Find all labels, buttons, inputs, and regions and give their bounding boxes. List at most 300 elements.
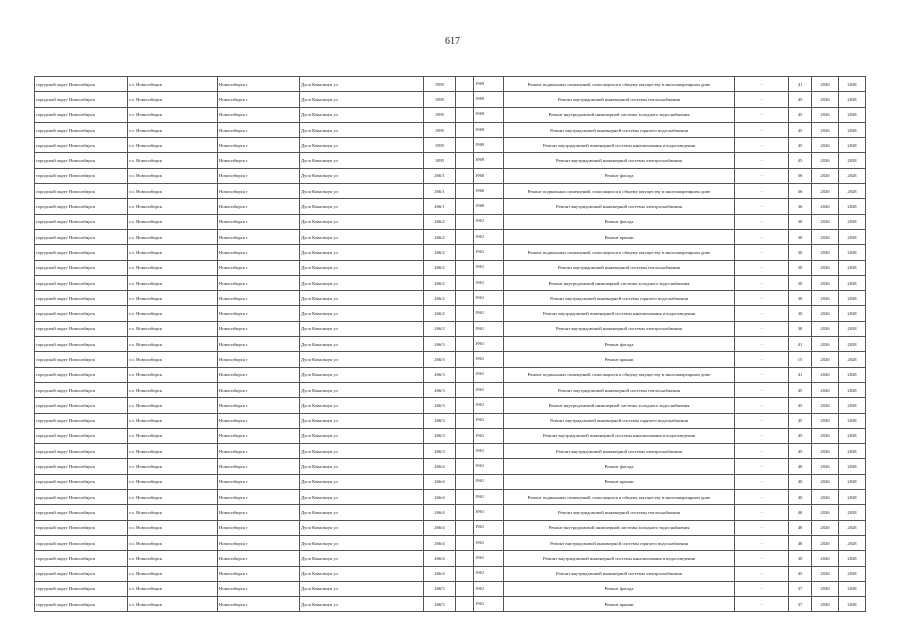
house-cell: 266/4: [424, 490, 456, 505]
work-type-cell: Ремонт внутридомовой инженерной системы холодного водоснабжения: [504, 520, 735, 535]
work-type-cell: Ремонт внутридомовой инженерной системы электроснабжения: [504, 321, 735, 336]
year-end-cell: 2028: [839, 444, 866, 459]
city-cell: Новосибирск г: [218, 275, 300, 290]
street-cell: Дуси Ковальчук ул: [300, 321, 424, 336]
district-cell: г.о. Новосибирск: [128, 382, 218, 397]
spacer-cell: [456, 291, 474, 306]
year-start-cell: 2026: [812, 551, 839, 566]
table-row: [35, 153, 866, 168]
year-end-cell: 2028: [839, 474, 866, 489]
street-cell: Дуси Ковальчук ул: [300, 352, 424, 367]
cost-cell: -: [735, 566, 789, 581]
street-cell: Дуси Ковальчук ул: [300, 199, 424, 214]
city-cell: Новосибирск г: [218, 398, 300, 413]
year-end-cell: 2028: [839, 597, 866, 612]
volume-cell: 30: [789, 260, 812, 275]
work-type-cell: Ремонт подвальных помещений, относящихся к общему имуществу в многоквартирном доме: [504, 77, 735, 92]
table-row: [35, 291, 866, 306]
city-cell: Новосибирск г: [218, 444, 300, 459]
table-row: [35, 520, 866, 535]
district-cell: г.о. Новосибирск: [128, 275, 218, 290]
city-cell: Новосибирск г: [218, 352, 300, 367]
year-start-cell: 2026: [812, 153, 839, 168]
table-row: [35, 107, 866, 122]
spacer-cell: [456, 367, 474, 382]
year-end-cell: 2028: [839, 77, 866, 92]
year-end-cell: 2028: [839, 490, 866, 505]
district-cell: г.о. Новосибирск: [128, 474, 218, 489]
year-start-cell: 2026: [812, 122, 839, 137]
volume-cell: 41: [789, 77, 812, 92]
street-cell: Дуси Ковальчук ул: [300, 444, 424, 459]
house-cell: 266/5: [424, 581, 456, 596]
volume-cell: 40: [789, 535, 812, 550]
cost-cell: -: [735, 168, 789, 183]
year-cell: 1961: [474, 505, 504, 520]
work-type-cell: Ремонт фасада: [504, 581, 735, 596]
table-row: [35, 398, 866, 413]
year-start-cell: 2026: [812, 275, 839, 290]
municipality-cell: городской округ Новосибирск: [35, 367, 128, 382]
district-cell: г.о. Новосибирск: [128, 352, 218, 367]
cost-cell: -: [735, 92, 789, 107]
volume-cell: 36: [789, 168, 812, 183]
table-row: [35, 367, 866, 382]
table-row: [35, 275, 866, 290]
street-cell: Дуси Ковальчук ул: [300, 597, 424, 612]
volume-cell: 40: [789, 505, 812, 520]
house-cell: 266/4: [424, 535, 456, 550]
house-cell: 266/2: [424, 229, 456, 244]
street-cell: Дуси Ковальчук ул: [300, 306, 424, 321]
municipality-cell: городской округ Новосибирск: [35, 245, 128, 260]
municipality-cell: городской округ Новосибирск: [35, 92, 128, 107]
municipality-cell: городской округ Новосибирск: [35, 275, 128, 290]
cost-cell: -: [735, 321, 789, 336]
year-cell: 1961: [474, 245, 504, 260]
work-type-cell: Ремонт внутридомовой инженерной системы теплоснабжения: [504, 382, 735, 397]
year-end-cell: 2028: [839, 245, 866, 260]
street-cell: Дуси Ковальчук ул: [300, 337, 424, 352]
municipality-cell: городской округ Новосибирск: [35, 413, 128, 428]
street-cell: Дуси Ковальчук ул: [300, 551, 424, 566]
table-row: [35, 184, 866, 199]
cost-cell: -: [735, 382, 789, 397]
year-start-cell: 2026: [812, 398, 839, 413]
city-cell: Новосибирск г: [218, 459, 300, 474]
table-row: [35, 382, 866, 397]
year-cell: 1960: [474, 199, 504, 214]
municipality-cell: городской округ Новосибирск: [35, 474, 128, 489]
year-end-cell: 2028: [839, 92, 866, 107]
year-cell: 1961: [474, 337, 504, 352]
volume-cell: 45: [789, 122, 812, 137]
year-cell: 1961: [474, 367, 504, 382]
year-start-cell: 2026: [812, 413, 839, 428]
street-cell: Дуси Ковальчук ул: [300, 122, 424, 137]
table-row: [35, 352, 866, 367]
year-cell: 1961: [474, 551, 504, 566]
volume-cell: 15: [789, 352, 812, 367]
work-type-cell: Ремонт внутридомовой инженерной системы теплоснабжения: [504, 92, 735, 107]
volume-cell: 45: [789, 138, 812, 153]
volume-cell: 30: [789, 306, 812, 321]
year-end-cell: 2028: [839, 168, 866, 183]
municipality-cell: городской округ Новосибирск: [35, 520, 128, 535]
house-cell: 266/2: [424, 260, 456, 275]
volume-cell: 30: [789, 229, 812, 244]
year-end-cell: 2028: [839, 367, 866, 382]
year-start-cell: 2026: [812, 382, 839, 397]
municipality-cell: городской округ Новосибирск: [35, 291, 128, 306]
year-start-cell: 2026: [812, 77, 839, 92]
municipality-cell: городской округ Новосибирск: [35, 597, 128, 612]
house-cell: 266/2: [424, 291, 456, 306]
house-cell: 266/3: [424, 413, 456, 428]
city-cell: Новосибирск г: [218, 490, 300, 505]
municipality-cell: городской округ Новосибирск: [35, 459, 128, 474]
street-cell: Дуси Ковальчук ул: [300, 260, 424, 275]
volume-cell: 45: [789, 398, 812, 413]
city-cell: Новосибирск г: [218, 229, 300, 244]
year-end-cell: 2028: [839, 122, 866, 137]
street-cell: Дуси Ковальчук ул: [300, 168, 424, 183]
municipality-cell: городской округ Новосибирск: [35, 260, 128, 275]
table-row: [35, 138, 866, 153]
municipality-cell: городской округ Новосибирск: [35, 337, 128, 352]
year-cell: 1961: [474, 413, 504, 428]
cost-cell: -: [735, 245, 789, 260]
work-type-cell: Ремонт внутридомовой инженерной системы электроснабжения: [504, 566, 735, 581]
district-cell: г.о. Новосибирск: [128, 245, 218, 260]
table-row: [35, 229, 866, 244]
year-start-cell: 2026: [812, 321, 839, 336]
year-end-cell: 2028: [839, 581, 866, 596]
work-type-cell: Ремонт подвальных помещений, относящихся к общему имуществу в многоквартирном доме: [504, 367, 735, 382]
cost-cell: -: [735, 122, 789, 137]
spacer-cell: [456, 428, 474, 443]
year-start-cell: 2026: [812, 107, 839, 122]
street-cell: Дуси Ковальчук ул: [300, 153, 424, 168]
spacer-cell: [456, 337, 474, 352]
house-cell: 266/4: [424, 459, 456, 474]
table-row: [35, 490, 866, 505]
year-end-cell: 2028: [839, 566, 866, 581]
cost-cell: -: [735, 77, 789, 92]
municipality-cell: городской округ Новосибирск: [35, 535, 128, 550]
city-cell: Новосибирск г: [218, 474, 300, 489]
work-type-cell: Ремонт фасада: [504, 337, 735, 352]
year-start-cell: 2026: [812, 199, 839, 214]
spacer-cell: [456, 520, 474, 535]
house-cell: 1895: [424, 77, 456, 92]
year-cell: 1961: [474, 459, 504, 474]
spacer-cell: [456, 199, 474, 214]
year-start-cell: 2026: [812, 184, 839, 199]
district-cell: г.о. Новосибирск: [128, 321, 218, 336]
city-cell: Новосибирск г: [218, 428, 300, 443]
district-cell: г.о. Новосибирск: [128, 413, 218, 428]
spacer-cell: [456, 474, 474, 489]
cost-cell: -: [735, 229, 789, 244]
cost-cell: -: [735, 535, 789, 550]
house-cell: 266/3: [424, 428, 456, 443]
street-cell: Дуси Ковальчук ул: [300, 520, 424, 535]
work-type-cell: Ремонт подвальных помещений, относящихся к общему имуществу в многоквартирном доме: [504, 490, 735, 505]
municipality-cell: городской округ Новосибирск: [35, 321, 128, 336]
city-cell: Новосибирск г: [218, 367, 300, 382]
municipality-cell: городской округ Новосибирск: [35, 306, 128, 321]
street-cell: Дуси Ковальчук ул: [300, 77, 424, 92]
district-cell: г.о. Новосибирск: [128, 398, 218, 413]
work-type-cell: Ремонт подвальных помещений, относящихся к общему имуществу в многоквартирном доме: [504, 245, 735, 260]
work-type-cell: Ремонт внутридомовой инженерной системы холодного водоснабжения: [504, 107, 735, 122]
volume-cell: 41: [789, 337, 812, 352]
table-row: [35, 92, 866, 107]
year-end-cell: 2028: [839, 321, 866, 336]
spacer-cell: [456, 92, 474, 107]
house-cell: 266/3: [424, 398, 456, 413]
district-cell: г.о. Новосибирск: [128, 566, 218, 581]
page-number: 617: [445, 36, 460, 47]
table-row: [35, 535, 866, 550]
district-cell: г.о. Новосибирск: [128, 490, 218, 505]
city-cell: Новосибирск г: [218, 214, 300, 229]
house-cell: 266/1: [424, 199, 456, 214]
city-cell: Новосибирск г: [218, 153, 300, 168]
work-type-cell: Ремонт внутридомовой инженерной системы горячего водоснабжения: [504, 535, 735, 550]
cost-cell: -: [735, 291, 789, 306]
cost-cell: -: [735, 260, 789, 275]
city-cell: Новосибирск г: [218, 551, 300, 566]
house-cell: 266/4: [424, 520, 456, 535]
year-start-cell: 2026: [812, 229, 839, 244]
year-start-cell: 2026: [812, 428, 839, 443]
year-start-cell: 2026: [812, 520, 839, 535]
district-cell: г.о. Новосибирск: [128, 459, 218, 474]
street-cell: Дуси Ковальчук ул: [300, 229, 424, 244]
spacer-cell: [456, 413, 474, 428]
street-cell: Дуси Ковальчук ул: [300, 505, 424, 520]
spacer-cell: [456, 107, 474, 122]
cost-cell: -: [735, 107, 789, 122]
house-cell: 266/3: [424, 382, 456, 397]
district-cell: г.о. Новосибирск: [128, 505, 218, 520]
table-row: [35, 474, 866, 489]
cost-cell: -: [735, 306, 789, 321]
house-cell: 266/2: [424, 214, 456, 229]
street-cell: Дуси Ковальчук ул: [300, 535, 424, 550]
spacer-cell: [456, 306, 474, 321]
volume-cell: 30: [789, 245, 812, 260]
city-cell: Новосибирск г: [218, 122, 300, 137]
cost-cell: -: [735, 398, 789, 413]
year-end-cell: 2028: [839, 199, 866, 214]
volume-cell: 45: [789, 153, 812, 168]
year-end-cell: 2028: [839, 337, 866, 352]
cost-cell: -: [735, 413, 789, 428]
city-cell: Новосибирск г: [218, 168, 300, 183]
year-start-cell: 2026: [812, 306, 839, 321]
street-cell: Дуси Ковальчук ул: [300, 581, 424, 596]
year-end-cell: 2028: [839, 520, 866, 535]
district-cell: г.о. Новосибирск: [128, 107, 218, 122]
municipality-cell: городской округ Новосибирск: [35, 428, 128, 443]
year-start-cell: 2026: [812, 444, 839, 459]
municipality-cell: городской округ Новосибирск: [35, 490, 128, 505]
cost-cell: -: [735, 352, 789, 367]
house-cell: 266/3: [424, 444, 456, 459]
spacer-cell: [456, 535, 474, 550]
municipality-cell: городской округ Новосибирск: [35, 107, 128, 122]
volume-cell: 36: [789, 184, 812, 199]
house-cell: 266/3: [424, 352, 456, 367]
district-cell: г.о. Новосибирск: [128, 535, 218, 550]
municipality-cell: городской округ Новосибирск: [35, 551, 128, 566]
year-cell: 1961: [474, 581, 504, 596]
volume-cell: 37: [789, 581, 812, 596]
city-cell: Новосибирск г: [218, 77, 300, 92]
municipality-cell: городской округ Новосибирск: [35, 229, 128, 244]
house-cell: 266/4: [424, 566, 456, 581]
year-start-cell: 2026: [812, 245, 839, 260]
year-cell: 1961: [474, 382, 504, 397]
municipality-cell: городской округ Новосибирск: [35, 505, 128, 520]
work-type-cell: Ремонт внутридомовой инженерной системы электроснабжения: [504, 153, 735, 168]
street-cell: Дуси Ковальчук ул: [300, 413, 424, 428]
street-cell: Дуси Ковальчук ул: [300, 367, 424, 382]
volume-cell: 45: [789, 566, 812, 581]
spacer-cell: [456, 122, 474, 137]
table-row: [35, 428, 866, 443]
table-row: [35, 551, 866, 566]
year-start-cell: 2026: [812, 168, 839, 183]
street-cell: Дуси Ковальчук ул: [300, 214, 424, 229]
year-end-cell: 2028: [839, 352, 866, 367]
year-cell: 1961: [474, 398, 504, 413]
year-start-cell: 2026: [812, 581, 839, 596]
year-start-cell: 2026: [812, 490, 839, 505]
municipality-cell: городской округ Новосибирск: [35, 352, 128, 367]
street-cell: Дуси Ковальчук ул: [300, 382, 424, 397]
work-type-cell: Ремонт крыши: [504, 597, 735, 612]
year-start-cell: 2026: [812, 535, 839, 550]
spacer-cell: [456, 245, 474, 260]
city-cell: Новосибирск г: [218, 520, 300, 535]
year-end-cell: 2028: [839, 229, 866, 244]
cost-cell: -: [735, 275, 789, 290]
cost-cell: -: [735, 581, 789, 596]
municipality-cell: городской округ Новосибирск: [35, 153, 128, 168]
year-start-cell: 2026: [812, 214, 839, 229]
volume-cell: 45: [789, 428, 812, 443]
year-end-cell: 2028: [839, 505, 866, 520]
district-cell: г.о. Новосибирск: [128, 597, 218, 612]
year-end-cell: 2028: [839, 459, 866, 474]
work-type-cell: Ремонт внутридомовой инженерной системы канализования и водоотведения: [504, 428, 735, 443]
city-cell: Новосибирск г: [218, 184, 300, 199]
year-start-cell: 2026: [812, 352, 839, 367]
work-type-cell: Ремонт внутридомовой инженерной системы горячего водоснабжения: [504, 122, 735, 137]
volume-cell: 45: [789, 382, 812, 397]
work-type-cell: Ремонт фасада: [504, 168, 735, 183]
municipality-cell: городской округ Новосибирск: [35, 382, 128, 397]
district-cell: г.о. Новосибирск: [128, 77, 218, 92]
house-cell: 266/2: [424, 275, 456, 290]
spacer-cell: [456, 566, 474, 581]
district-cell: г.о. Новосибирск: [128, 444, 218, 459]
volume-cell: 41: [789, 367, 812, 382]
volume-cell: 40: [789, 474, 812, 489]
table-row: [35, 260, 866, 275]
house-cell: 1895: [424, 153, 456, 168]
city-cell: Новосибирск г: [218, 107, 300, 122]
municipality-cell: городской округ Новосибирск: [35, 77, 128, 92]
city-cell: Новосибирск г: [218, 245, 300, 260]
volume-cell: 40: [789, 459, 812, 474]
cost-cell: -: [735, 490, 789, 505]
city-cell: Новосибирск г: [218, 413, 300, 428]
district-cell: г.о. Новосибирск: [128, 581, 218, 596]
work-type-cell: Ремонт фасада: [504, 214, 735, 229]
district-cell: г.о. Новосибирск: [128, 214, 218, 229]
municipality-cell: городской округ Новосибирск: [35, 581, 128, 596]
volume-cell: 37: [789, 597, 812, 612]
district-cell: г.о. Новосибирск: [128, 337, 218, 352]
year-cell: 1969: [474, 92, 504, 107]
city-cell: Новосибирск г: [218, 321, 300, 336]
work-type-cell: Ремонт внутридомовой инженерной системы канализования и водоотведения: [504, 551, 735, 566]
district-cell: г.о. Новосибирск: [128, 184, 218, 199]
house-cell: 1895: [424, 92, 456, 107]
year-start-cell: 2026: [812, 337, 839, 352]
table-row: [35, 444, 866, 459]
year-start-cell: 2026: [812, 505, 839, 520]
year-cell: 1961: [474, 229, 504, 244]
city-cell: Новосибирск г: [218, 382, 300, 397]
volume-cell: 45: [789, 107, 812, 122]
district-cell: г.о. Новосибирск: [128, 92, 218, 107]
table-row: [35, 122, 866, 137]
year-start-cell: 2026: [812, 92, 839, 107]
house-cell: 266/3: [424, 367, 456, 382]
work-type-cell: Ремонт внутридомовой инженерной системы горячего водоснабжения: [504, 291, 735, 306]
house-cell: 266/5: [424, 597, 456, 612]
house-cell: 266/4: [424, 551, 456, 566]
year-cell: 1961: [474, 428, 504, 443]
year-cell: 1969: [474, 122, 504, 137]
volume-cell: 40: [789, 490, 812, 505]
cost-cell: -: [735, 551, 789, 566]
municipality-cell: городской округ Новосибирск: [35, 168, 128, 183]
house-cell: 266/2: [424, 321, 456, 336]
table-row: [35, 566, 866, 581]
table-row: [35, 581, 866, 596]
table-row: [35, 168, 866, 183]
district-cell: г.о. Новосибирск: [128, 168, 218, 183]
table-row: [35, 597, 866, 612]
year-end-cell: 2028: [839, 535, 866, 550]
year-cell: 1961: [474, 352, 504, 367]
volume-cell: 45: [789, 444, 812, 459]
year-end-cell: 2028: [839, 551, 866, 566]
year-start-cell: 2026: [812, 138, 839, 153]
year-end-cell: 2028: [839, 306, 866, 321]
work-type-cell: Ремонт внутридомовой инженерной системы канализования и водоотведения: [504, 138, 735, 153]
cost-cell: -: [735, 597, 789, 612]
year-cell: 1961: [474, 520, 504, 535]
work-type-cell: Ремонт внутридомовой инженерной системы теплоснабжения: [504, 505, 735, 520]
